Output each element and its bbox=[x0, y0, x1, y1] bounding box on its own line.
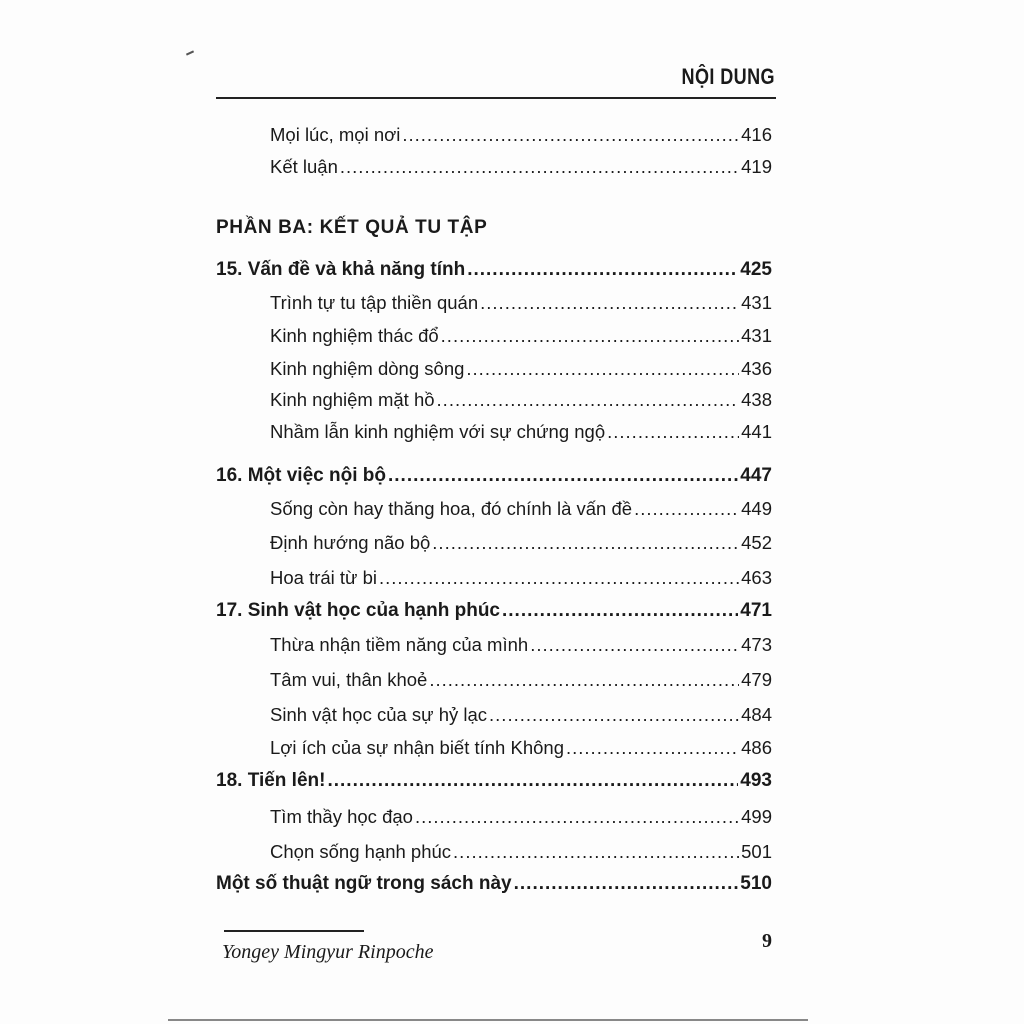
page-bottom-edge bbox=[168, 1019, 808, 1021]
dot-leader bbox=[437, 389, 740, 411]
toc-entry-page: 436 bbox=[741, 358, 772, 379]
toc-entry-page: 501 bbox=[741, 841, 772, 862]
toc-entry-title: Sống còn hay thăng hoa, đó chính là vấn đề bbox=[270, 498, 633, 519]
toc-entry-title: Chọn sống hạnh phúc bbox=[270, 841, 452, 862]
stray-mark bbox=[186, 50, 194, 55]
footer-page-number: 9 bbox=[762, 930, 772, 952]
dot-leader bbox=[514, 873, 739, 895]
toc-entry bbox=[216, 156, 772, 178]
toc-entry-title: Nhầm lẫn kinh nghiệm với sự chứng ngộ bbox=[270, 421, 606, 442]
toc-entry-title: Tìm thầy học đạo bbox=[270, 806, 413, 827]
toc-entry bbox=[216, 498, 772, 520]
toc-glossary bbox=[216, 873, 772, 895]
dot-leader bbox=[489, 704, 739, 726]
dot-leader bbox=[429, 669, 739, 691]
toc-chapter bbox=[216, 600, 772, 622]
toc-chapter bbox=[216, 259, 772, 281]
dot-leader bbox=[327, 770, 738, 792]
toc-glossary-page: 510 bbox=[740, 873, 772, 894]
dot-leader bbox=[480, 292, 739, 314]
header-rule bbox=[216, 97, 776, 99]
toc-entry-page: 431 bbox=[741, 325, 772, 346]
toc-entry-title: Lợi ích của sự nhận biết tính Không bbox=[270, 737, 564, 758]
dot-leader bbox=[466, 358, 739, 380]
dot-leader bbox=[502, 600, 738, 622]
toc-entry bbox=[216, 124, 772, 146]
toc-entry bbox=[216, 358, 772, 380]
toc-entry-title: Sinh vật học của sự hỷ lạc bbox=[270, 704, 488, 725]
footer-author: Yongey Mingyur Rinpoche bbox=[222, 941, 434, 963]
toc-entry bbox=[216, 389, 772, 411]
toc-glossary-title: Một số thuật ngữ trong sách này bbox=[216, 873, 512, 894]
dot-leader bbox=[432, 532, 739, 554]
toc-entry-title: Thừa nhận tiềm năng của mình bbox=[270, 634, 529, 655]
footer-rule bbox=[224, 930, 364, 932]
toc-entry-title: Hoa trái từ bi bbox=[270, 567, 377, 588]
toc-entry-page: 438 bbox=[741, 389, 772, 410]
toc-entry-page: 419 bbox=[741, 156, 772, 177]
page-header-title: NỘI DUNG bbox=[681, 64, 775, 89]
toc-entry-title: Kinh nghiệm dòng sông bbox=[270, 358, 465, 379]
toc-entry bbox=[216, 669, 772, 691]
toc-entry-page: 441 bbox=[741, 421, 772, 442]
dot-leader bbox=[530, 634, 739, 656]
toc-entry-title: Mọi lúc, mọi nơi bbox=[270, 124, 401, 145]
toc-chapter-page: 493 bbox=[740, 770, 772, 791]
dot-leader bbox=[566, 737, 739, 759]
toc-entry bbox=[216, 292, 772, 314]
dot-leader bbox=[340, 156, 739, 178]
part-heading: PHẦN BA: KẾT QUẢ TU TẬP bbox=[216, 217, 488, 238]
toc-chapter-page: 425 bbox=[740, 259, 772, 280]
toc-entry-page: 473 bbox=[741, 634, 772, 655]
toc-chapter-page: 447 bbox=[740, 465, 772, 486]
dot-leader bbox=[379, 567, 739, 589]
toc-entry bbox=[216, 737, 772, 759]
dot-leader bbox=[415, 806, 739, 828]
toc-entry bbox=[216, 421, 772, 443]
dot-leader bbox=[441, 325, 739, 347]
toc-entry-page: 463 bbox=[741, 567, 772, 588]
toc-chapter-title: 16. Một việc nội bộ bbox=[216, 465, 386, 486]
dot-leader bbox=[467, 259, 738, 281]
toc-entry-page: 479 bbox=[741, 669, 772, 690]
toc-chapter-title: 17. Sinh vật học của hạnh phúc bbox=[216, 600, 500, 621]
toc-entry bbox=[216, 806, 772, 828]
toc-entry-page: 452 bbox=[741, 532, 772, 553]
toc-entry bbox=[216, 567, 772, 589]
dot-leader bbox=[634, 498, 739, 520]
toc-entry bbox=[216, 841, 772, 863]
toc-entry bbox=[216, 532, 772, 554]
toc-entry-title: Định hướng não bộ bbox=[270, 532, 431, 553]
toc-entry-title: Kinh nghiệm thác đổ bbox=[270, 325, 439, 346]
toc-entry bbox=[216, 325, 772, 347]
toc-entry-title: Trình tự tu tập thiền quán bbox=[270, 292, 479, 313]
toc-entry-title: Tâm vui, thân khoẻ bbox=[270, 669, 428, 690]
toc-entry-title: Kinh nghiệm mặt hồ bbox=[270, 389, 435, 410]
toc-chapter bbox=[216, 770, 772, 792]
toc-entry-page: 499 bbox=[741, 806, 772, 827]
toc-entry-page: 484 bbox=[741, 704, 772, 725]
toc-entry-page: 449 bbox=[741, 498, 772, 519]
dot-leader bbox=[402, 124, 739, 146]
toc-entry-page: 416 bbox=[741, 124, 772, 145]
dot-leader bbox=[388, 465, 738, 487]
toc-chapter-title: 15. Vấn đề và khả năng tính bbox=[216, 259, 466, 280]
toc-chapter-title: 18. Tiến lên! bbox=[216, 770, 326, 791]
toc-entry-page: 431 bbox=[741, 292, 772, 313]
dot-leader bbox=[453, 841, 739, 863]
toc-entry-page: 486 bbox=[741, 737, 772, 758]
toc-entry-title: Kết luận bbox=[270, 156, 338, 177]
toc-chapter-page: 471 bbox=[740, 600, 772, 621]
toc-entry bbox=[216, 634, 772, 656]
dot-leader bbox=[607, 421, 739, 443]
toc-entry bbox=[216, 704, 772, 726]
toc-chapter bbox=[216, 465, 772, 487]
